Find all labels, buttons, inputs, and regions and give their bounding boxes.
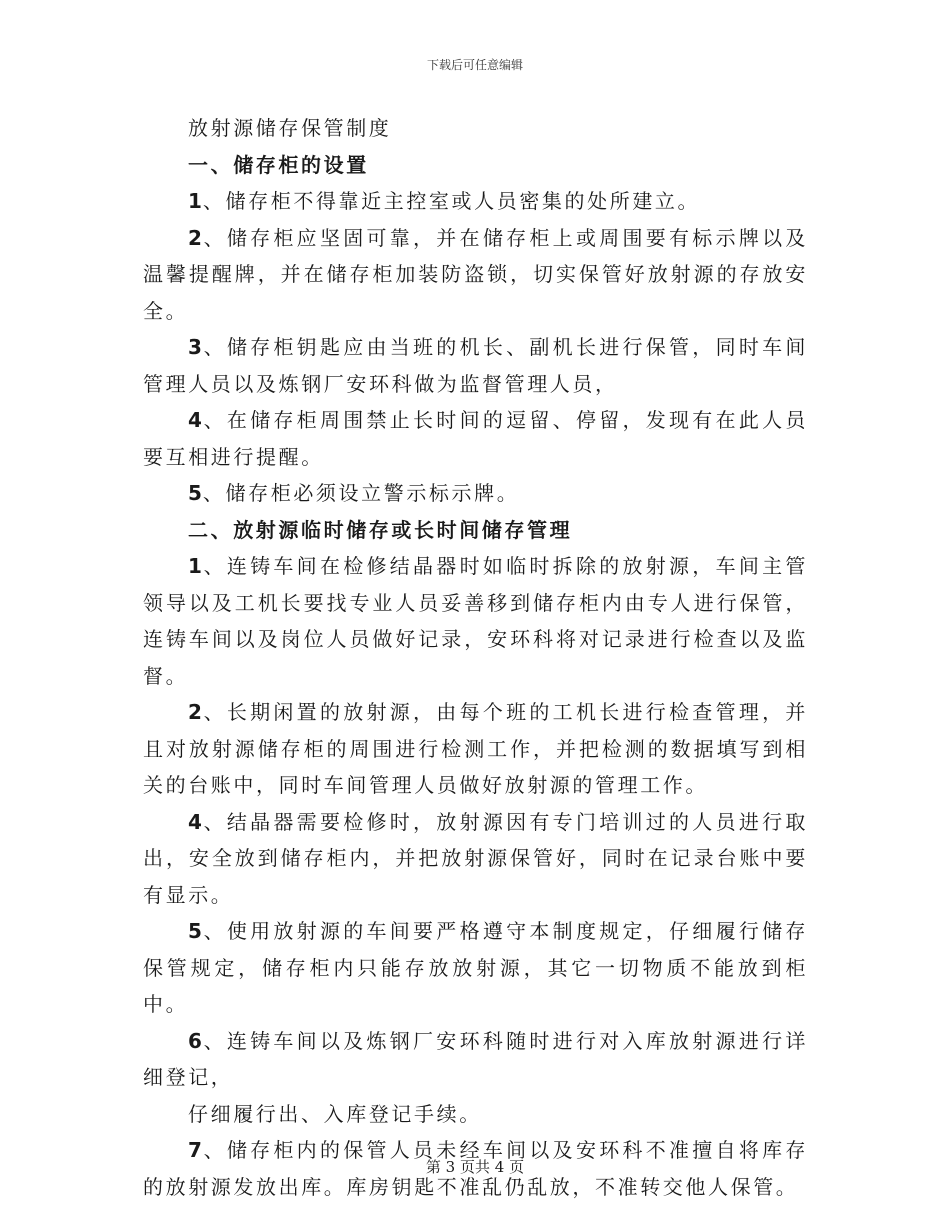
paragraph [143,913,808,1023]
paragraph-number: 1 [188,554,202,578]
paragraph [143,329,808,402]
paragraph-number: 5 [188,919,202,943]
paragraph [143,475,808,512]
paragraph-number: 5 [188,481,202,505]
page-footer: 第 3 页共 4 页 [425,1158,525,1176]
paragraph [143,220,808,330]
paragraph-text: 、储存柜不得靠近主控室或人员密集的处所建立。 [202,189,701,213]
paragraph-number: 2 [188,700,202,724]
paragraph [143,804,808,914]
paragraph-text: 、连铸车间以及炼钢厂安环科随时进行对入库放射源进行详细登记， [143,1028,808,1089]
paragraph-text: 、储存柜钥匙应由当班的机长、副机长进行保管，同时车间管理人员以及炼钢厂安环科做为监督管理人员， [143,335,808,396]
paragraph-text: 、储存柜必须设立警示标示牌。 [202,481,520,505]
paragraph [143,402,808,475]
paragraph-text: 、储存柜应坚固可靠，并在储存柜上或周围要有标示牌以及温馨提醒牌，并在储存柜加装防盗锁，切实保管好放射源的存放安全。 [143,225,808,323]
paragraph-text: 、长期闲置的放射源，由每个班的工机长进行检查管理，并且对放射源储存柜的周围进行检测工作，并把检测的数据填写到相关的台账中，同时车间管理人员做好放射源的管理工作。 [143,700,808,797]
paragraph-number: 6 [188,1028,202,1053]
paragraph-number: 1 [188,189,202,213]
paragraph-continuation: 仔细履行出、入库登记手续。 [188,1101,482,1126]
paragraph-text: 、结晶器需要检修时，放射源因有专门培训过的人员进行取出，安全放到储存柜内，并把放射源保管好，同时在记录台账中要有显示。 [143,809,808,907]
header-note: 下载后可任意编辑 [426,58,523,72]
paragraph [143,1023,808,1096]
section-heading-1: 一、储存柜的设置 [188,152,369,177]
paragraph-number: 7 [188,1138,202,1162]
paragraph-number: 4 [188,809,202,834]
paragraph-number: 4 [188,408,202,432]
paragraph-number: 3 [188,335,202,359]
paragraph [143,694,808,804]
paragraph [143,548,808,694]
paragraph [143,183,808,220]
paragraph-text: 、储存柜内的保管人员未经车间以及安环科不准擅自将库存的放射源发放出库。库房钥匙不准乱仍乱放，不准转交他人保管。 [143,1138,808,1199]
section-heading-2: 二、放射源临时储存或长时间储存管理 [188,517,573,542]
document-body [143,110,808,1205]
document-title: 放射源储存保管制度 [188,116,392,140]
paragraph-text: 、连铸车间在检修结晶器时如临时拆除的放射源，车间主管领导以及工机长要找专业人员妥善移到储存柜内由专人进行保管，连铸车间以及岗位人员做好记录，安环科将对记录进行检查以及监督。 [143,554,808,688]
paragraph-text: 、使用放射源的车间要严格遵守本制度规定，仔细履行储存保管规定，储存柜内只能存放放射源，其它一切物质不能放到柜中。 [143,919,808,1016]
paragraph-text: 、在储存柜周围禁止长时间的逗留、停留，发现有在此人员要互相进行提醒。 [143,408,808,469]
paragraph-number: 2 [188,225,202,250]
